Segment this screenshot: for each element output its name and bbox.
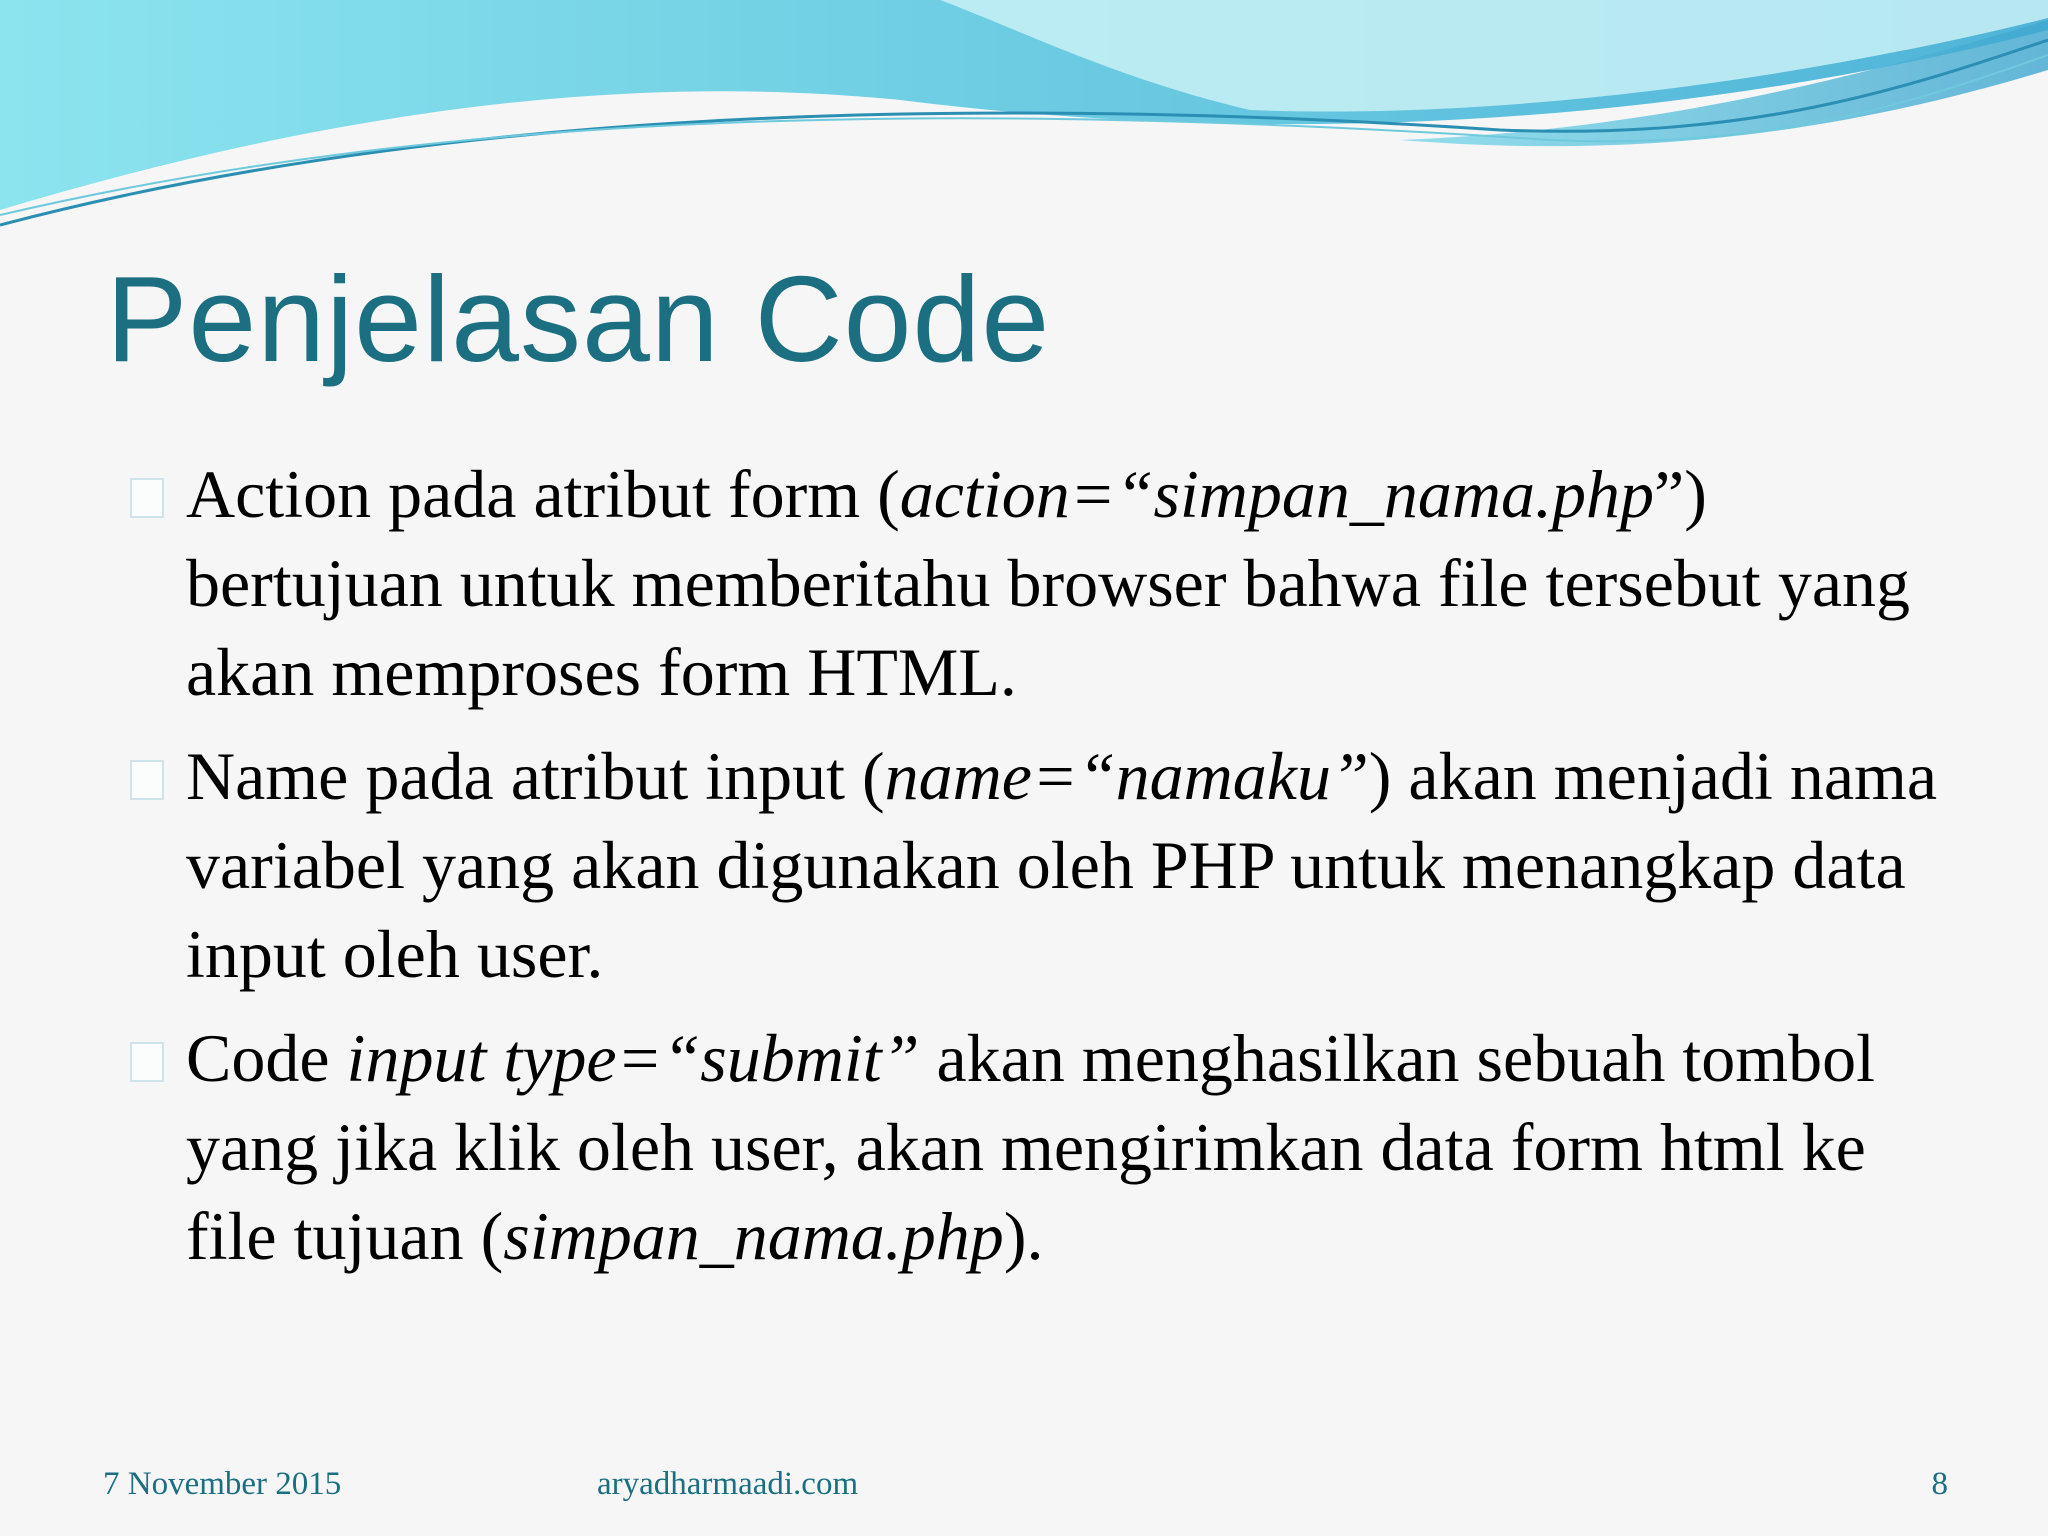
bullet-part-italic: action=“simpan_nama.php <box>899 456 1655 532</box>
footer-date: 7 November 2015 <box>103 1466 342 1502</box>
bullet-part-italic: simpan_nama.php <box>503 1198 1004 1274</box>
slide-title: Penjelasan Code <box>106 251 1051 387</box>
bullet-part: Code <box>186 1020 347 1096</box>
bullet-square-icon <box>130 1042 164 1082</box>
bullet-square-icon <box>130 478 164 518</box>
bullet-part: ) akan menjadi nama variabel yang akan digunakan oleh PHP untuk menangkap data input oleh user. <box>186 738 1938 992</box>
footer-page-number: 8 <box>1931 1466 1948 1502</box>
bullet-square-icon <box>130 760 164 800</box>
bullet-part: ). <box>1003 1198 1044 1274</box>
bullet-part: Name pada atribut input ( <box>186 738 885 814</box>
bullet-item <box>130 450 1960 717</box>
footer-site: aryadharmaadi.com <box>597 1466 859 1502</box>
bullet-text <box>186 456 1910 710</box>
bullet-part: akan menghasilkan sebuah tombol yang jika klik oleh user, akan mengirimkan data form html ke file tujuan ( <box>186 1020 1876 1274</box>
bullet-item <box>130 732 1960 999</box>
bullet-item <box>130 1014 1960 1281</box>
bullet-text <box>186 738 1937 992</box>
header-wave-decoration <box>0 0 2048 260</box>
bullet-part: Action pada atribut form ( <box>186 456 900 532</box>
bullet-text <box>186 1020 1875 1274</box>
bullet-part-italic: input type=“submit” <box>346 1020 920 1096</box>
bullet-part-italic: name=“namaku” <box>884 738 1369 814</box>
bullet-list <box>130 450 1960 1296</box>
bullet-part: ”) bertujuan untuk memberitahu browser bahwa file tersebut yang akan memproses form HTML. <box>186 456 1911 710</box>
